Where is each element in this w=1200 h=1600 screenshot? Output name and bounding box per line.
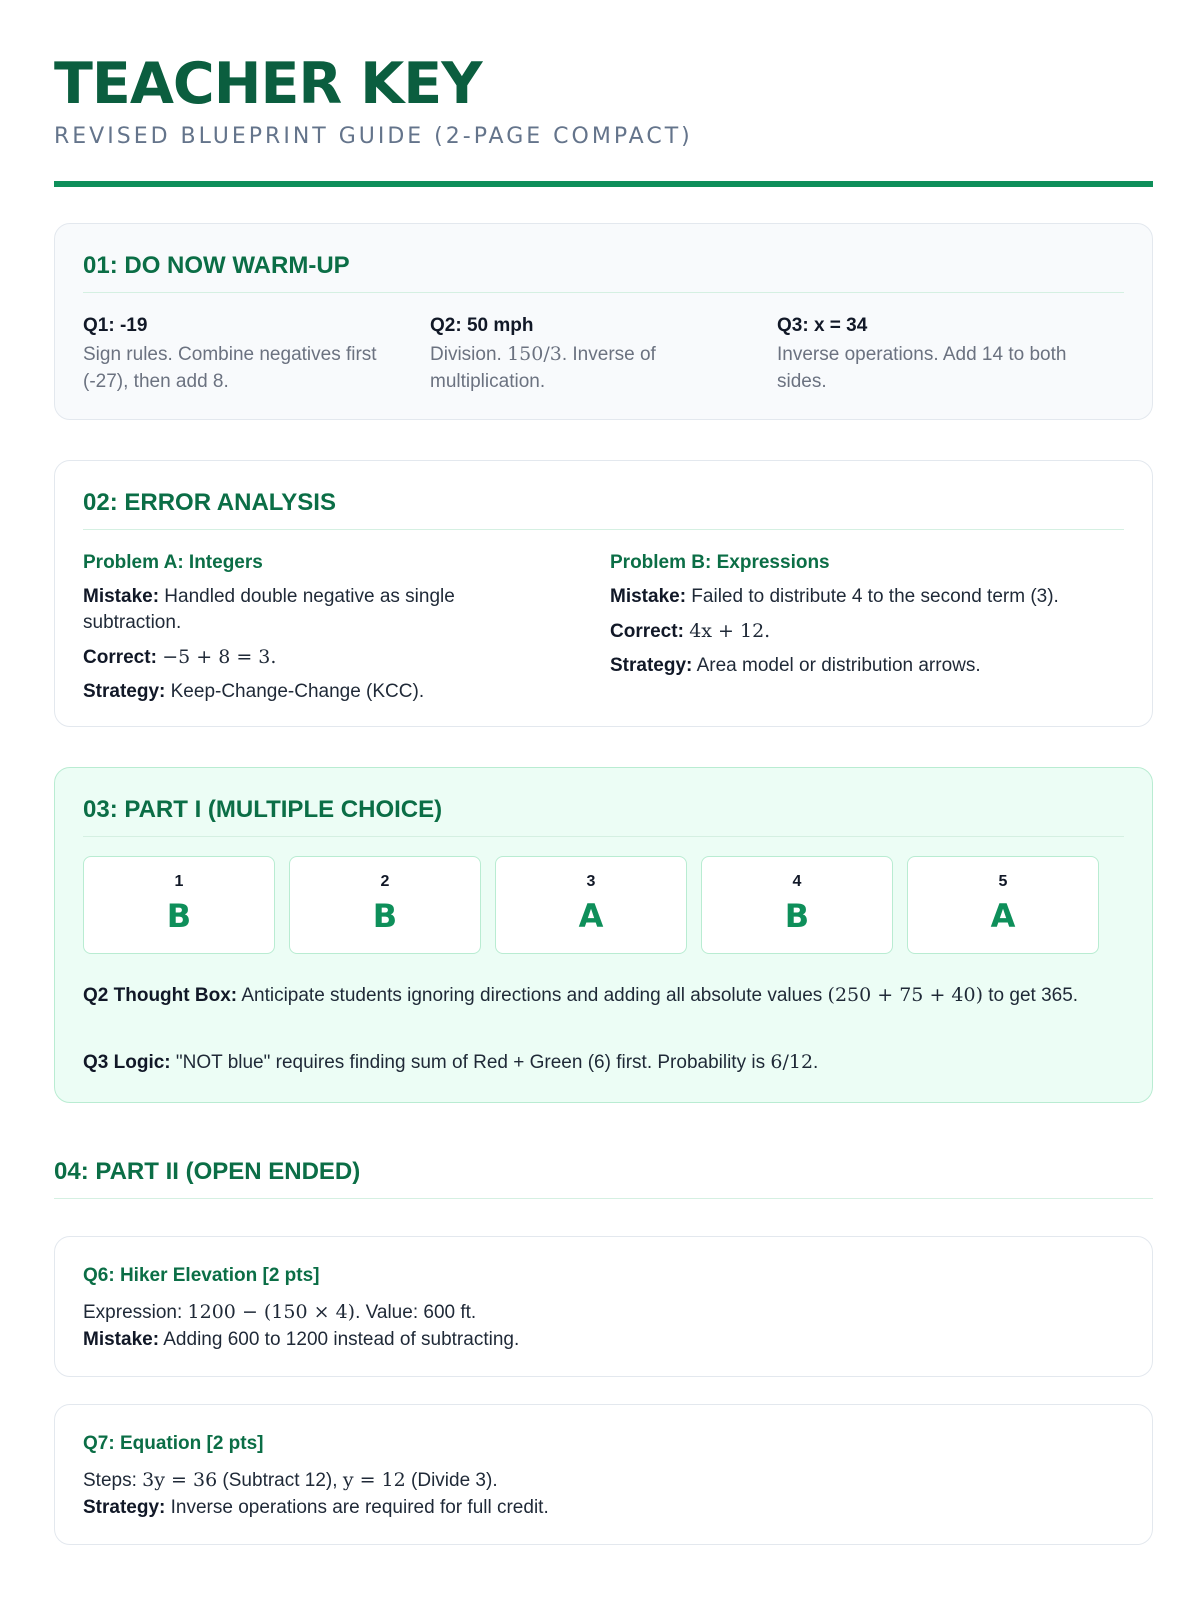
problem-a-strategy: Strategy: Keep-Change-Change (KCC). [83,681,425,702]
q6-title: Q6: Hiker Elevation [2 pts] [83,1265,320,1286]
q7-card [54,1404,1153,1545]
q7-steps: Steps: 3y = 36 (Subtract 12), y = 12 (Divide 3). [83,1469,498,1491]
problem-b-correct: Correct: 4x + 12. [610,620,771,642]
header-divider [54,181,1153,187]
q7-body [83,1467,549,1521]
problem-b-title: Problem B: Expressions [610,552,830,573]
q6-expression: Expression: 1200 − (150 × 4). Value: 600 ft. [83,1301,477,1323]
answer-letter: B [784,897,810,935]
part1-card [54,767,1153,1103]
problem-b-mistake: Mistake: Failed to distribute 4 to the second term (3). [610,586,1059,607]
q6-mistake: Mistake: Adding 600 to 1200 instead of subtracting. [83,1329,520,1350]
warmup-heading: 01: DO NOW WARM-UP [83,252,1124,293]
answer-box-4 [701,856,893,954]
answer-letter: B [372,897,398,935]
problem-a [83,549,553,713]
answer-number: 2 [380,873,390,890]
warmup-q3 [777,312,1117,395]
part1-heading: 03: PART I (MULTIPLE CHOICE) [83,796,1124,837]
warmup-q3-note: Inverse operations. Add 14 to both sides. [777,344,1067,392]
q6-card [54,1236,1153,1377]
warmup-q1 [83,312,383,395]
answer-letter: B [166,897,192,935]
q2-thought-box: Q2 Thought Box: Anticipate students ignoring directions and adding all absolute values (250 + 75 + 40) to get 365. [83,984,1079,1006]
answer-number: 5 [998,873,1008,890]
warmup-q3-answer: Q3: x = 34 [777,315,868,336]
error-analysis-card [54,460,1153,727]
error-analysis-heading: 02: ERROR ANALYSIS [83,489,1124,530]
answer-number: 4 [792,873,802,890]
problem-a-mistake: Mistake: Handled double negative as single subtraction. [83,586,455,633]
q6-body [83,1299,519,1353]
problem-a-title: Problem A: Integers [83,552,263,573]
page-subtitle: REVISED BLUEPRINT GUIDE (2-PAGE COMPACT) [54,124,693,149]
answer-number: 3 [586,873,596,890]
answer-box-2 [289,856,481,954]
answer-box-3 [495,856,687,954]
warmup-q2-note: Division. 150/3. Inverse of multiplication. [430,343,656,392]
warmup-q1-answer: Q1: -19 [83,315,148,336]
answer-number: 1 [174,873,184,890]
q3-logic: Q3 Logic: "NOT blue" requires finding sum of Red + Green (6) first. Probability is 6/12. [83,1051,819,1073]
problem-b-strategy: Strategy: Area model or distribution arrows. [610,655,981,676]
part2-heading: 04: PART II (OPEN ENDED) [54,1158,1153,1199]
problem-a-correct: Correct: −5 + 8 = 3. [83,646,277,668]
answer-box-1 [83,856,275,954]
warmup-card [54,223,1153,420]
answer-letter: A [578,897,604,935]
q7-strategy: Strategy: Inverse operations are required for full credit. [83,1497,549,1518]
warmup-q1-note: Sign rules. Combine negatives first (-27), then add 8. [83,344,377,392]
warmup-q2-answer: Q2: 50 mph [430,315,534,336]
page-title: TEACHER KEY [54,51,482,117]
answer-letter: A [990,897,1016,935]
problem-b [610,549,1100,687]
warmup-q2 [430,312,730,395]
answer-box-5 [907,856,1099,954]
q7-title: Q7: Equation [2 pts] [83,1433,264,1454]
